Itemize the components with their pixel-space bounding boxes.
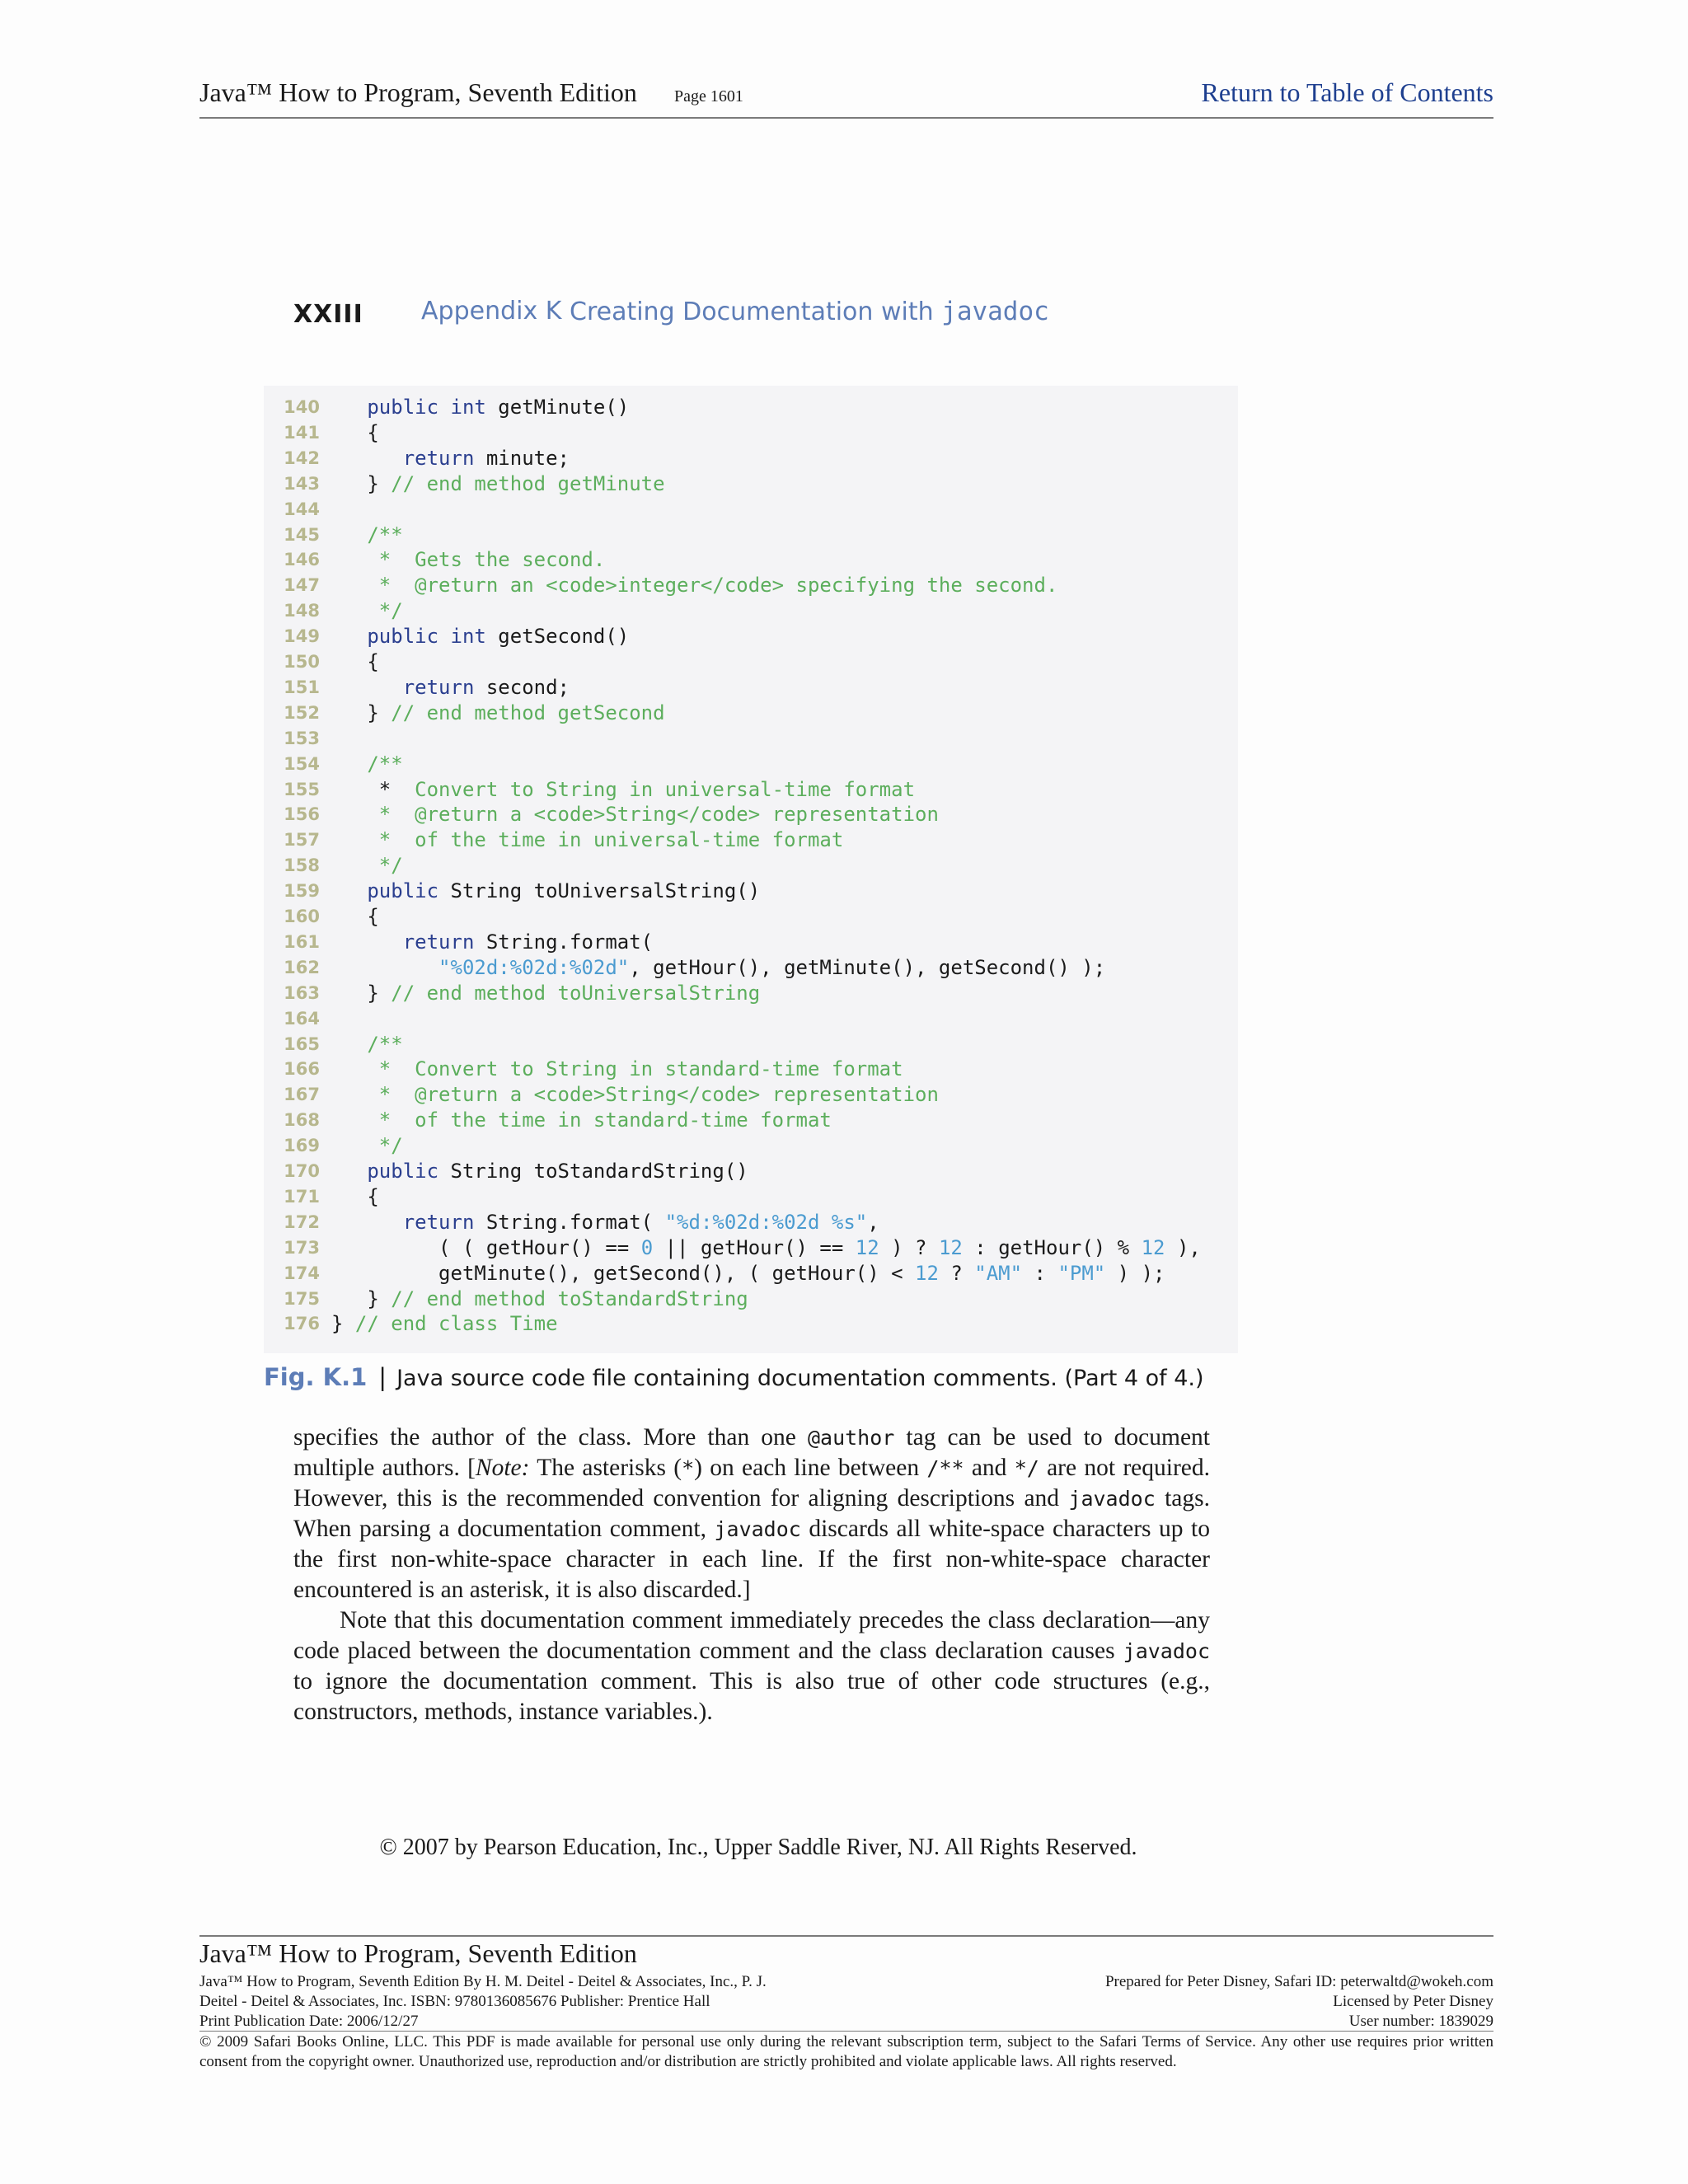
code-text — [331, 574, 1057, 597]
body-text — [293, 1422, 1210, 1727]
code-token: return — [331, 446, 486, 470]
inline-code: javadoc — [714, 1517, 801, 1541]
code-line — [264, 546, 1238, 572]
line-number: 154 — [284, 753, 320, 774]
code-text — [331, 778, 915, 801]
paragraph — [293, 1422, 1210, 1605]
code-token: * Convert to String in standard-time format — [331, 1057, 903, 1081]
code-token: , getHour(), getMinute(), getSecond() ); — [629, 955, 1106, 979]
code-token: 12 — [855, 1235, 879, 1259]
appendix-label: Appendix K — [421, 297, 562, 326]
code-line — [264, 954, 1238, 980]
text-run: specifies the author of the class. More than one — [293, 1424, 808, 1451]
code-text — [331, 982, 760, 1005]
code-line — [264, 419, 1238, 445]
code-token: String toUniversalString() — [450, 879, 761, 903]
code-token: * @return an <code>integer</code> specifying the second. — [331, 574, 1058, 598]
note-label: Note: — [475, 1455, 530, 1481]
inline-code: * — [682, 1456, 695, 1480]
code-line — [264, 852, 1238, 878]
code-text — [331, 956, 1105, 979]
copyright-notice: © 2007 by Pearson Education, Inc., Upper Saddle River, NJ. All Rights Reserved. — [379, 1835, 1137, 1860]
appendix-title — [570, 297, 1049, 326]
inline-code: @author — [807, 1426, 895, 1450]
inline-code: */ — [1014, 1456, 1039, 1480]
code-line — [264, 1183, 1238, 1209]
figure-label: Fig. K.1 — [264, 1363, 368, 1391]
code-line — [264, 1031, 1238, 1057]
code-line — [264, 929, 1238, 954]
text-run: tag can be used to document multiple authors. [ — [293, 1424, 1210, 1481]
code-token: */ — [331, 1134, 403, 1158]
code-token: "PM" — [1057, 1261, 1106, 1285]
code-token: : getHour() % — [962, 1235, 1142, 1259]
code-token: public int — [331, 625, 499, 649]
code-line — [264, 1209, 1238, 1235]
paragraph — [293, 1605, 1210, 1727]
inline-code: javadoc — [1123, 1639, 1210, 1663]
line-number: 170 — [284, 1161, 320, 1181]
code-text — [331, 701, 665, 724]
line-number: 162 — [284, 957, 320, 977]
code-token: /** — [331, 523, 403, 546]
code-line — [264, 1081, 1238, 1107]
line-number: 150 — [284, 652, 320, 672]
code-token: ) ? — [879, 1235, 939, 1259]
code-text — [331, 650, 379, 673]
code-text — [331, 447, 570, 470]
code-line — [264, 725, 1238, 751]
line-number: 171 — [284, 1186, 320, 1207]
text-run: Note that this documentation comment immediately precedes the class declaration—any code placed between the documentation comment and the class declaration causes — [293, 1607, 1210, 1664]
code-token: /** — [331, 752, 403, 776]
code-line — [264, 980, 1238, 1005]
page-footer — [199, 1935, 1493, 2077]
line-number: 173 — [284, 1237, 320, 1258]
code-text — [331, 1057, 903, 1080]
code-token: getMinute() — [498, 396, 630, 419]
code-text — [331, 828, 843, 851]
code-token: public — [331, 1160, 451, 1183]
figure-caption-text: Java source code file containing documentation comments. (Part 4 of 4.) — [396, 1366, 1204, 1391]
code-token: } — [331, 981, 392, 1005]
code-token: String.format( — [485, 930, 654, 954]
appendix-title-code: javadoc — [941, 297, 1049, 326]
code-token: return — [331, 675, 486, 699]
code-line — [264, 1158, 1238, 1183]
code-line — [264, 751, 1238, 776]
line-number: 168 — [284, 1110, 320, 1131]
line-number: 145 — [284, 524, 320, 545]
code-token: { — [331, 650, 379, 673]
footer-publication-date: Print Publication Date: 2006/12/27 — [199, 2013, 419, 2030]
code-text — [331, 803, 939, 826]
inline-code: javadoc — [1068, 1487, 1156, 1511]
code-line — [264, 1235, 1238, 1260]
line-number: 143 — [284, 473, 320, 494]
code-line — [264, 1310, 1238, 1336]
code-line — [264, 1286, 1238, 1311]
code-token: public — [331, 879, 451, 903]
code-token: */ — [331, 599, 403, 623]
figure-separator: | — [378, 1363, 387, 1391]
code-token: // end method getSecond — [391, 701, 665, 724]
text-run: discards all white-space characters up to the first non-white-space character in each line. If the first non-white-space character encountered is an asterisk, it is also discarded.] — [293, 1516, 1210, 1603]
text-run: to ignore the documentation comment. This is also true of other code structures (e.g., constructors, methods, instance variables.). — [293, 1668, 1210, 1725]
line-number: 144 — [284, 499, 320, 519]
line-number: 166 — [284, 1059, 320, 1080]
code-token: "%d:%02d:%02d %s" — [664, 1210, 868, 1234]
code-token: 12 — [915, 1261, 939, 1285]
code-line — [264, 1107, 1238, 1132]
book-title: Java™ How to Program, Seventh Edition — [199, 77, 637, 107]
code-token: return — [331, 930, 486, 954]
code-token: String toStandardString() — [450, 1160, 748, 1183]
line-number: 156 — [284, 804, 320, 825]
code-line — [264, 522, 1238, 547]
code-listing — [264, 386, 1238, 1353]
code-line — [264, 1260, 1238, 1286]
code-token: return — [331, 1210, 486, 1234]
code-token — [331, 956, 438, 979]
code-token: { — [331, 905, 379, 928]
inline-code: /** — [926, 1456, 964, 1480]
code-text — [331, 1134, 403, 1157]
code-text — [331, 523, 403, 546]
line-number: 169 — [284, 1136, 320, 1156]
code-text — [331, 599, 403, 622]
code-token: 12 — [938, 1235, 963, 1259]
code-token: } — [331, 1312, 355, 1336]
roman-page-number: XXIII — [293, 300, 363, 329]
page-number: Page 1601 — [674, 87, 743, 105]
code-token: // end class Time — [354, 1312, 558, 1336]
code-text — [331, 396, 629, 419]
code-token: * Gets the second. — [331, 548, 606, 572]
code-token: String.format( — [485, 1210, 665, 1234]
line-number: 163 — [284, 982, 320, 1003]
footer-licensed-by: Licensed by Peter Disney — [1333, 1993, 1493, 2010]
code-text — [331, 548, 605, 571]
code-line — [264, 1132, 1238, 1158]
code-text — [331, 1262, 1165, 1285]
text-run: are not required. However, this is the recommended convention for aligning descriptions and — [293, 1455, 1211, 1511]
code-text — [331, 1185, 379, 1208]
line-number: 165 — [284, 1033, 320, 1054]
code-line — [264, 471, 1238, 496]
code-token: */ — [331, 854, 403, 878]
code-token: "%02d:%02d:%02d" — [438, 955, 630, 979]
code-line — [264, 496, 1238, 522]
code-token: "AM" — [974, 1261, 1023, 1285]
code-token: getMinute(), getSecond(), ( getHour() < — [331, 1261, 916, 1285]
code-token: * of the time in standard-time format — [331, 1108, 832, 1132]
line-number: 140 — [284, 397, 320, 417]
code-token: } — [331, 701, 392, 724]
code-line — [264, 623, 1238, 649]
code-token: second; — [485, 675, 570, 699]
code-text — [331, 879, 760, 902]
line-number: 158 — [284, 855, 320, 876]
line-number: 149 — [284, 626, 320, 647]
line-number: 164 — [284, 1008, 320, 1029]
footer-prepared-for: Prepared for Peter Disney, Safari ID: peterwaltd@wokeh.com — [1104, 1973, 1493, 1990]
code-line — [264, 674, 1238, 700]
code-text — [331, 930, 653, 954]
code-text — [331, 1160, 748, 1183]
code-token: public int — [331, 396, 499, 419]
code-line — [264, 649, 1238, 674]
footer-book-title: Java™ How to Program, Seventh Edition — [199, 1938, 637, 1968]
line-number: 152 — [284, 702, 320, 723]
line-number: 157 — [284, 830, 320, 851]
page-header — [199, 76, 1493, 119]
code-line — [264, 700, 1238, 725]
code-text — [331, 854, 403, 877]
line-number: 147 — [284, 575, 320, 596]
line-number: 175 — [284, 1288, 320, 1309]
line-number: 142 — [284, 448, 320, 468]
return-to-toc-link[interactable]: Return to Table of Contents — [1201, 77, 1493, 107]
code-token: 0 — [640, 1235, 654, 1259]
code-line — [264, 903, 1238, 929]
code-token: ) ); — [1105, 1261, 1165, 1285]
code-token: { — [331, 1184, 379, 1208]
code-line — [264, 598, 1238, 623]
code-text — [331, 1312, 558, 1335]
figure-caption — [264, 1363, 1204, 1399]
code-token: , — [867, 1210, 879, 1234]
footer-isbn-info: Deitel - Deitel & Associates, Inc. ISBN: 9780136085676 Publisher: Prentice Hall — [199, 1993, 710, 2010]
line-number: 174 — [284, 1263, 320, 1283]
code-text — [331, 1211, 879, 1234]
code-token: || getHour() == — [653, 1235, 856, 1259]
line-number: 155 — [284, 779, 320, 799]
code-token: * — [331, 777, 415, 801]
code-text — [331, 625, 629, 648]
code-line — [264, 827, 1238, 852]
code-text — [331, 1083, 939, 1106]
code-text — [331, 676, 570, 699]
text-run: ) on each line between — [694, 1455, 927, 1481]
code-line — [264, 572, 1238, 598]
line-number: 167 — [284, 1085, 320, 1105]
code-token: : — [1022, 1261, 1058, 1285]
code-token: } — [331, 1286, 392, 1310]
code-token: ( ( getHour() == — [331, 1235, 641, 1259]
footer-user-number: User number: 1839029 — [1348, 2013, 1493, 2030]
line-number: 146 — [284, 550, 320, 570]
code-line — [264, 1005, 1238, 1031]
code-line — [264, 1056, 1238, 1081]
code-text — [331, 421, 379, 444]
running-head — [293, 293, 1282, 335]
footer-divider — [199, 2031, 1493, 2032]
code-text — [331, 752, 403, 776]
code-token: * @return a <code>String</code> representation — [331, 1083, 939, 1107]
code-token: Convert to String in universal-time format — [415, 777, 916, 801]
code-text — [331, 1108, 832, 1132]
code-token: minute; — [485, 446, 570, 470]
line-number: 172 — [284, 1212, 320, 1232]
appendix-title-text: Creating Documentation with — [570, 298, 942, 326]
text-run: tags. When parsing a documentation comment, — [293, 1485, 1210, 1542]
code-text — [331, 1236, 1201, 1259]
code-line — [264, 776, 1238, 802]
line-number: 141 — [284, 422, 320, 443]
code-token: ), — [1165, 1235, 1201, 1259]
line-number: 159 — [284, 881, 320, 902]
text-run: and — [964, 1455, 1015, 1481]
code-text — [331, 1033, 403, 1056]
code-token: // end method getMinute — [391, 471, 665, 495]
code-text — [331, 472, 665, 495]
text-run: The asterisks ( — [529, 1455, 682, 1481]
code-token: // end method toStandardString — [391, 1286, 748, 1310]
code-text — [331, 905, 379, 928]
code-token: // end method toUniversalString — [391, 981, 761, 1005]
code-token: getSecond() — [498, 625, 630, 649]
code-token: ? — [938, 1261, 975, 1285]
code-line — [264, 394, 1238, 419]
code-token: * of the time in universal-time format — [331, 828, 844, 852]
code-token: } — [331, 471, 392, 495]
code-line — [264, 445, 1238, 471]
line-number: 160 — [284, 907, 320, 926]
code-line — [264, 801, 1238, 827]
code-token: /** — [331, 1032, 403, 1056]
footer-book-info: Java™ How to Program, Seventh Edition By H. M. Deitel - Deitel & Associates, Inc., P. J. — [199, 1973, 767, 1990]
line-number: 151 — [284, 677, 320, 697]
code-token: 12 — [1141, 1235, 1165, 1259]
code-text — [331, 1287, 748, 1310]
code-token: { — [331, 420, 379, 444]
line-number: 176 — [284, 1314, 320, 1334]
line-number: 161 — [284, 931, 320, 952]
line-number: 153 — [284, 728, 320, 748]
footer-legal-notice: © 2009 Safari Books Online, LLC. This PDF is made available for personal use only during the relevant subscription term, subject to the Safari Terms of Service. Any other use requires prior written consent from the copyright owner. Unauthorized use, reproduction and/or distribution are strictly prohibited and violate applicable laws. All rights reserved. — [199, 2033, 1493, 2070]
line-number: 148 — [284, 601, 320, 621]
code-line — [264, 878, 1238, 903]
code-token: * @return a <code>String</code> representation — [331, 803, 939, 827]
